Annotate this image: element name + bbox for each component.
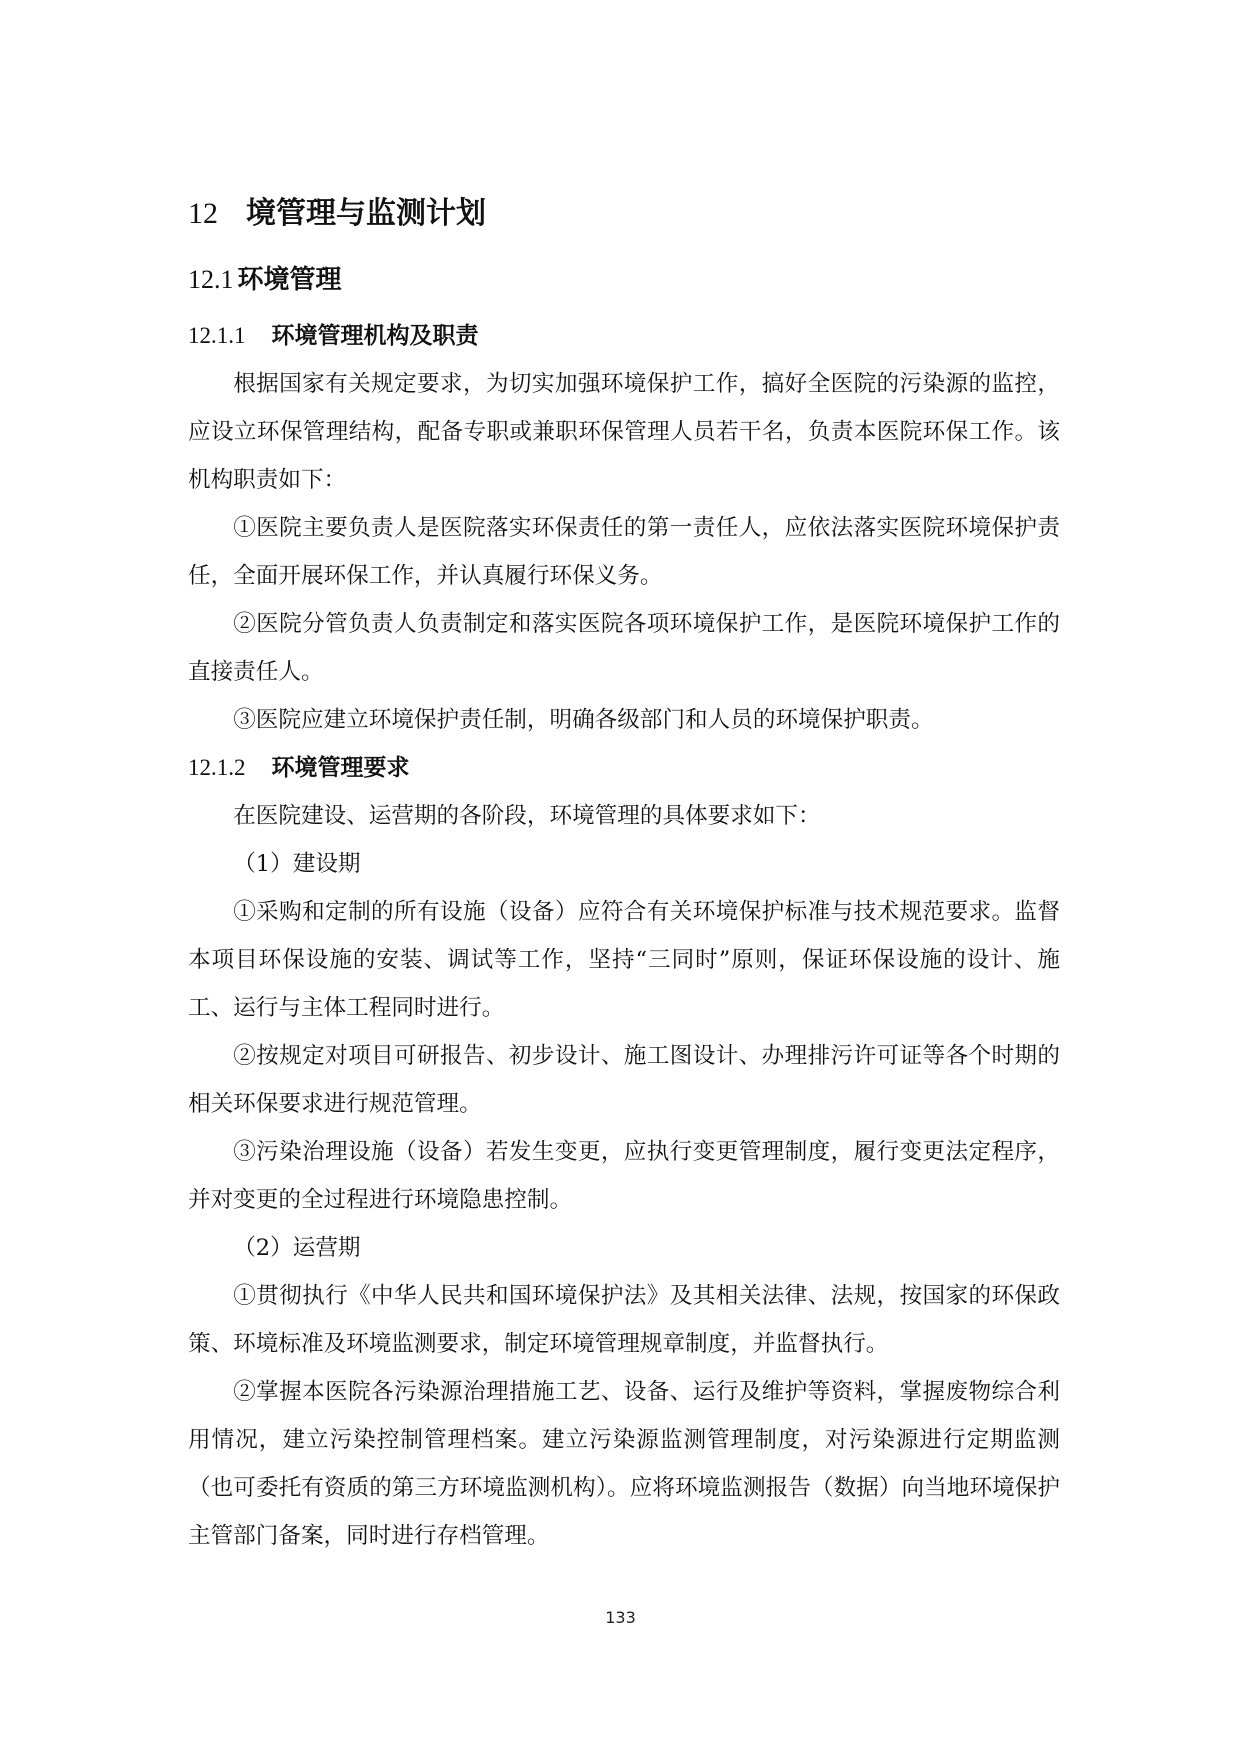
chapter-title: 境管理与监测计划 — [246, 196, 486, 231]
subsection-title-1: 环境管理机构及职责 — [271, 322, 479, 349]
chapter-heading — [188, 190, 1060, 238]
subsection-heading-1 — [188, 312, 1060, 360]
subsection-title-2: 环境管理要求 — [271, 754, 410, 781]
subsection-heading-2 — [188, 744, 1060, 792]
paragraph: ①采购和定制的所有设施（设备）应符合有关环境保护标准与技术规范要求。监督本项目环保设施的安装、调试等工作，坚持“三同时”原则，保证环保设施的设计、施工、运行与主体工程同时进行。 — [188, 899, 1060, 1021]
paragraph: ①贯彻执行《中华人民共和国环境保护法》及其相关法律、法规，按国家的环保政策、环境标准及环境监测要求，制定环境管理规章制度，并监督执行。 — [188, 1283, 1060, 1357]
section-heading — [188, 258, 1060, 302]
subsection-number-2: 12.1.2 — [188, 755, 246, 780]
paragraph: ②医院分管负责人负责制定和落实医院各项环境保护工作，是医院环境保护工作的直接责任人。 — [188, 611, 1060, 685]
paragraph: ③医院应建立环境保护责任制，明确各级部门和人员的环境保护职责。 — [233, 707, 934, 733]
subsection-number-1: 12.1.1 — [188, 323, 246, 348]
list-heading-operation: （2）运营期 — [233, 1235, 361, 1261]
chapter-number: 12 — [188, 197, 218, 230]
paragraph: 在医院建设、运营期的各阶段，环境管理的具体要求如下： — [233, 803, 821, 829]
section-number: 12.1 — [188, 265, 234, 294]
paragraph: 根据国家有关规定要求，为切实加强环境保护工作，搞好全医院的污染源的监控，应设立环保管理结构，配备专职或兼职环保管理人员若干名，负责本医院环保工作。该机构职责如下： — [188, 371, 1060, 493]
section-title: 环境管理 — [237, 265, 342, 295]
paragraph: ②按规定对项目可研报告、初步设计、施工图设计、办理排污许可证等各个时期的相关环保要求进行规范管理。 — [188, 1043, 1060, 1117]
page-content — [188, 190, 1060, 1560]
page-number: 133 — [605, 1608, 636, 1627]
list-heading-construction: （1）建设期 — [233, 851, 361, 877]
paragraph: ②掌握本医院各污染源治理措施工艺、设备、运行及维护等资料，掌握废物综合利用情况，建立污染控制管理档案。建立污染源监测管理制度，对污染源进行定期监测（也可委托有资质的第三方环境监测机构）。应将环境监测报告（数据）向当地环境保护主管部门备案，同时进行存档管理。 — [188, 1379, 1060, 1549]
paragraph: ①医院主要负责人是医院落实环保责任的第一责任人，应依法落实医院环境保护责任，全面开展环保工作，并认真履行环保义务。 — [188, 515, 1060, 589]
paragraph: ③污染治理设施（设备）若发生变更，应执行变更管理制度，履行变更法定程序，并对变更的全过程进行环境隐患控制。 — [188, 1139, 1060, 1213]
